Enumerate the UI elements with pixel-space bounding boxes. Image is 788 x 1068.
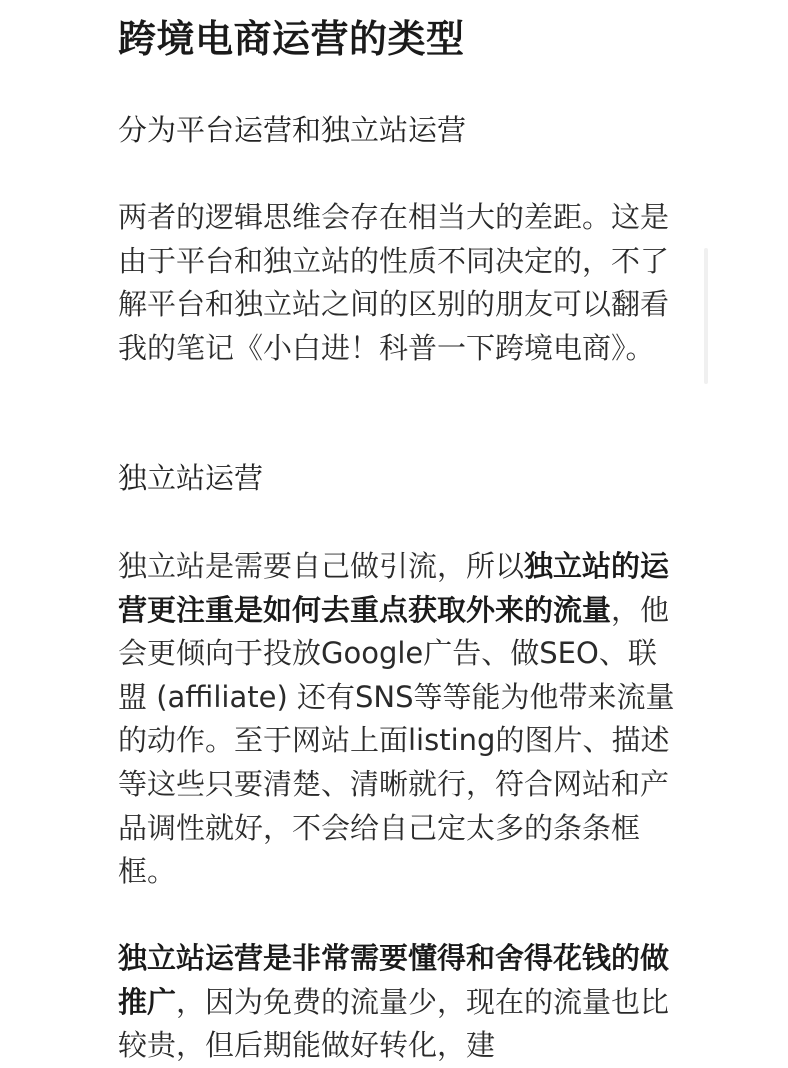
text-run: ，他会更倾向于投放Google广告、做SEO、联盟 (affiliate) 还有SNS等等能为他带来流量的动作。至于网站上面listing的图片、描述等这些只要清楚、清晰就行，符合网站和产品调性就好，不会给自己定太多的条条框框。 bbox=[118, 592, 675, 889]
paragraph-difference: 两者的逻辑思维会存在相当大的差距。这是由于平台和独立站的性质不同决定的，不了解平台和独立站之间的区别的朋友可以翻看我的笔记《小白进！科普一下跨境电商》。 bbox=[118, 200, 670, 365]
paragraph-independent-promotion bbox=[118, 937, 678, 1068]
paragraph-independent-traffic bbox=[118, 545, 678, 894]
bold-text-run: 独立站的运营更注重是如何去重点获取外来的流量 bbox=[118, 549, 670, 627]
scrollbar[interactable] bbox=[704, 248, 708, 384]
text-run: 独立站是需要自己做引流，所以 bbox=[118, 549, 525, 583]
section-heading-platform-vs-independent: 分为平台运营和独立站运营 bbox=[118, 113, 467, 147]
page-title: 跨境电商运营的类型 bbox=[118, 17, 465, 61]
bold-text-run: 独立站运营是非常需要懂得和舍得花钱的做推广 bbox=[118, 941, 670, 1019]
text-run: ，因为免费的流量少，现在的流量也比较贵，但后期能做好转化，建 bbox=[118, 984, 670, 1063]
section-heading-independent-site: 独立站运营 bbox=[118, 461, 264, 495]
